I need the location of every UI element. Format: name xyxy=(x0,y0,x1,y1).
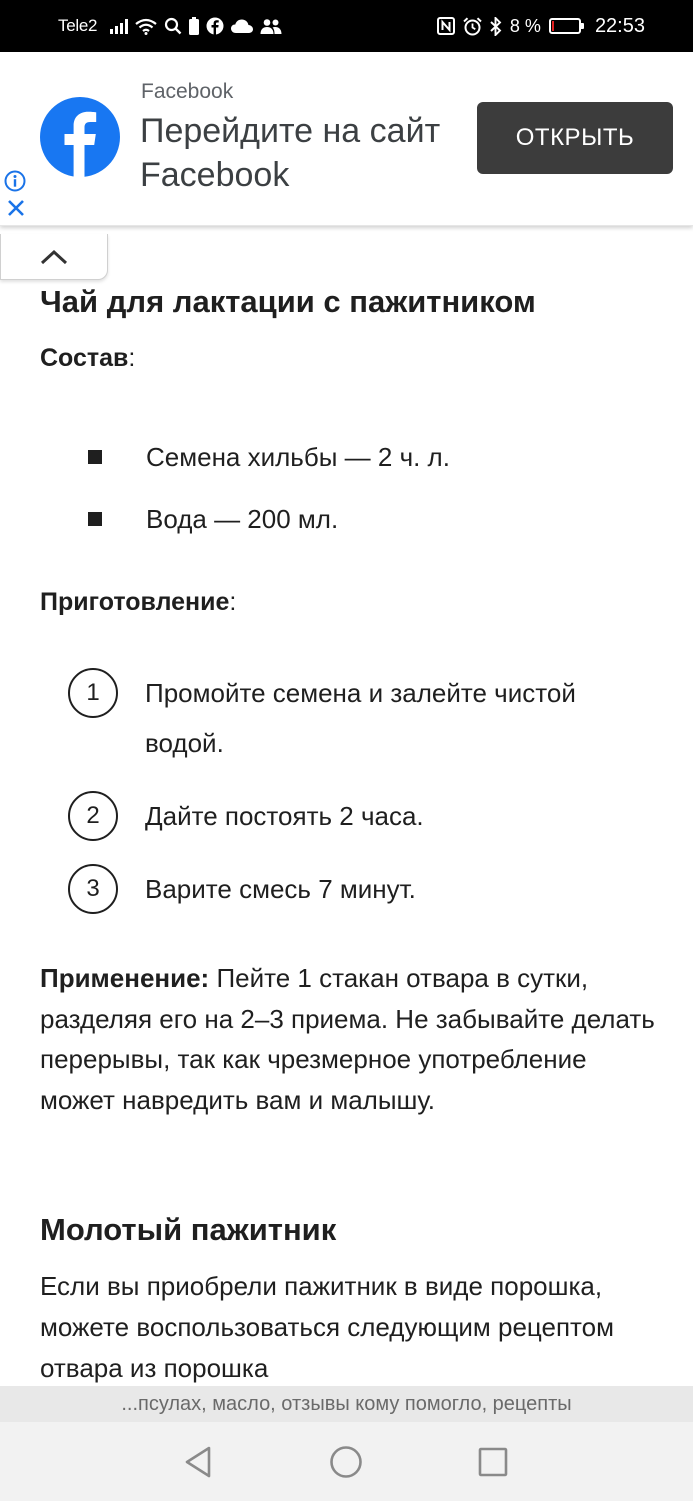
cloud-icon xyxy=(231,17,253,35)
ad-open-button[interactable]: ОТКРЫТЬ xyxy=(477,102,673,174)
battery-saver-icon xyxy=(189,17,199,35)
carrier-name: Tele2 xyxy=(58,16,98,35)
nav-back-button[interactable] xyxy=(178,1442,218,1482)
step-text: Дайте постоять 2 часа. xyxy=(145,801,424,831)
battery-percent: 8 % xyxy=(509,15,541,36)
nav-recents-button[interactable] xyxy=(473,1442,513,1482)
recents-square-icon xyxy=(477,1446,509,1478)
url-hint-bar[interactable]: ...псулах, масло, отзывы кому помогло, рецепты xyxy=(0,1386,693,1422)
nfc-icon xyxy=(437,17,455,35)
chevron-up-icon xyxy=(39,248,69,266)
ad-headline[interactable]: Перейдите на сайт Facebook xyxy=(140,112,441,194)
alarm-icon xyxy=(463,17,482,35)
article-title: Чай для лактации с пажитником xyxy=(40,284,536,319)
status-right xyxy=(437,15,645,38)
ad-source: Facebook xyxy=(141,80,234,103)
signal-icon xyxy=(110,18,128,34)
list-item xyxy=(86,426,450,488)
home-circle-icon xyxy=(329,1445,363,1479)
step-number: 1 xyxy=(68,668,118,718)
facebook-icon xyxy=(206,17,224,35)
info-icon[interactable] xyxy=(4,170,26,192)
usage-label: Применение: xyxy=(40,963,210,993)
list-item xyxy=(68,668,668,768)
composition-label: Состав xyxy=(40,344,129,372)
wifi-icon xyxy=(135,17,157,35)
list-item xyxy=(68,864,668,914)
step-text: Промойте семена и залейте чистой водой. xyxy=(145,678,576,758)
back-triangle-icon xyxy=(183,1445,213,1479)
navigation-bar xyxy=(0,1422,693,1501)
list-item xyxy=(86,488,450,550)
ingredient-text: Семена хильбы — 2 ч. л. xyxy=(146,441,450,472)
bullet-square-icon xyxy=(88,512,102,526)
step-number: 2 xyxy=(68,791,118,841)
people-icon xyxy=(260,17,282,35)
battery-icon xyxy=(549,18,581,34)
nav-home-button[interactable] xyxy=(326,1442,366,1482)
usage-text: Пейте 1 стакан отвара в сутки, разделяя его на 2–3 приема. Не забывайте делать перерывы, так как чрезмерное употребление может навредить вам и малышу. xyxy=(40,963,655,1115)
composition-heading: Состав: xyxy=(40,344,136,372)
step-number: 3 xyxy=(68,864,118,914)
clock: 22:53 xyxy=(594,14,645,37)
bluetooth-icon xyxy=(490,17,502,35)
search-icon xyxy=(164,17,182,35)
step-text: Варите смесь 7 минут. xyxy=(145,874,416,904)
ingredients-list xyxy=(86,426,450,550)
ad-banner[interactable] xyxy=(0,52,693,226)
facebook-logo-icon xyxy=(40,97,120,177)
body-paragraph: Если вы приобрели пажитник в виде порошка, можете воспользоваться следующим рецептом отвара из порошка xyxy=(40,1271,615,1383)
section-subheading: Молотый пажитник xyxy=(40,1212,337,1247)
list-item xyxy=(68,791,668,841)
status-left xyxy=(58,16,282,36)
ingredient-text: Вода — 200 мл. xyxy=(146,503,339,534)
preparation-label: Приготовление xyxy=(40,588,230,616)
usage-paragraph xyxy=(40,958,658,1120)
bullet-square-icon xyxy=(88,450,102,464)
preparation-heading: Приготовление: xyxy=(40,588,237,616)
steps-list xyxy=(68,668,668,914)
battery-level-fill xyxy=(552,21,554,31)
close-icon[interactable] xyxy=(6,198,26,218)
status-bar xyxy=(0,0,693,52)
ad-collapse-tab[interactable] xyxy=(0,234,108,280)
